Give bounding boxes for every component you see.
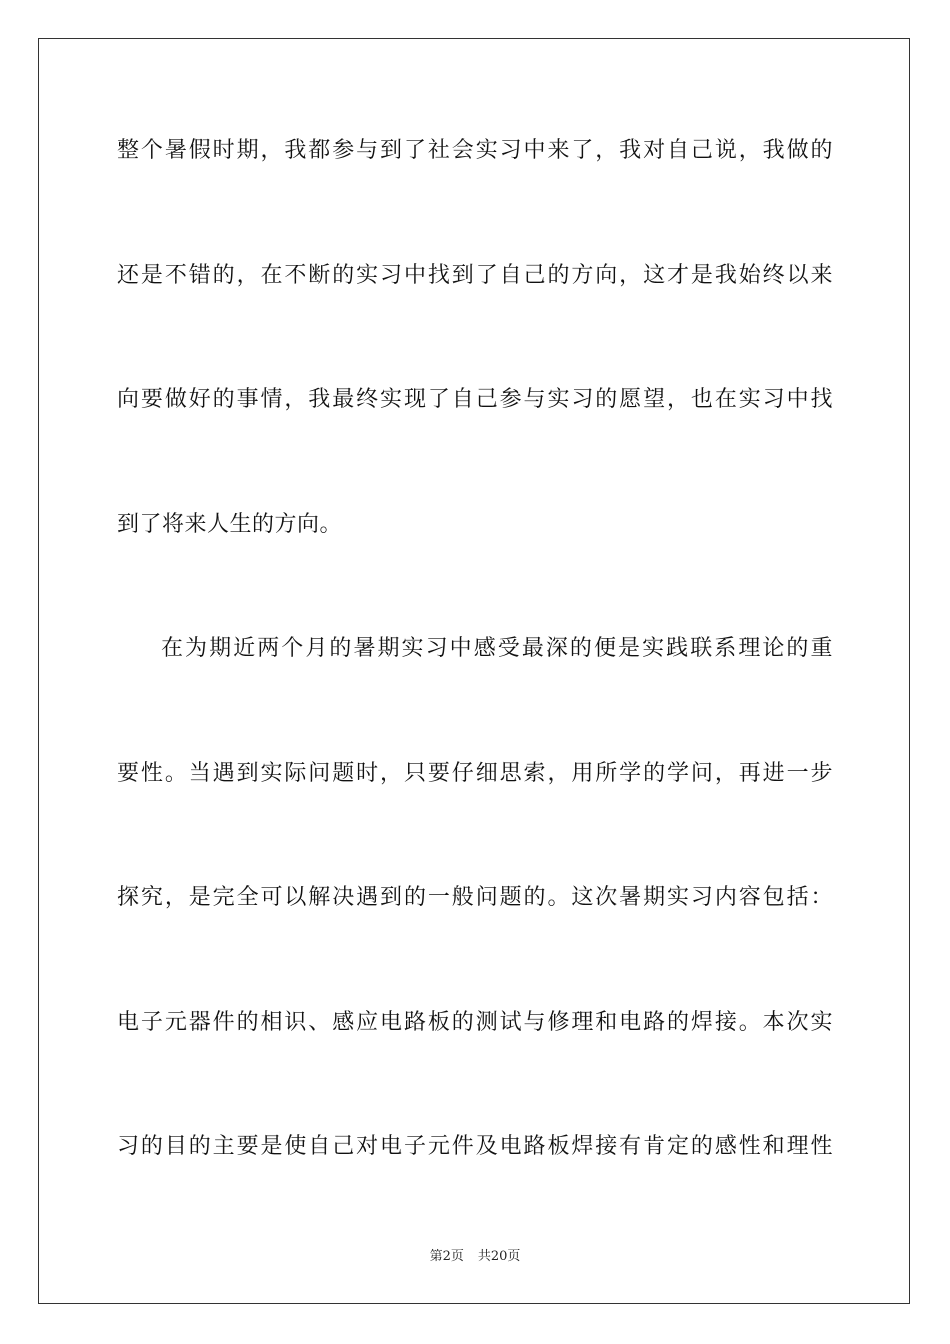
page-number-label: 第2页 — [429, 1249, 464, 1264]
page-footer — [0, 1248, 950, 1266]
paragraph-2-line-2: 要性。当遇到实际问题时，只要仔细思索，用所学的学问，再进一步 — [117, 761, 833, 786]
paragraph-1-line-1: 整个暑假时期，我都参与到了社会实习中来了，我对自己说，我做的 — [117, 138, 833, 163]
paragraph-2-line-3: 探究，是完全可以解决遇到的一般问题的。这次暑期实习内容包括： — [117, 885, 833, 910]
paragraph-1-line-2: 还是不错的，在不断的实习中找到了自己的方向，这才是我始终以来 — [117, 263, 833, 288]
paragraph-2-line-4: 电子元器件的相识、感应电路板的测试与修理和电路的焊接。本次实 — [117, 1010, 833, 1035]
paragraph-2-line-5: 习的目的主要是使自己对电子元件及电路板焊接有肯定的感性和理性 — [117, 1134, 833, 1159]
paragraph-1-line-3: 向要做好的事情，我最终实现了自己参与实习的愿望，也在实习中找 — [117, 387, 833, 412]
page-frame — [38, 38, 910, 1304]
total-pages-label: 共20页 — [477, 1249, 521, 1264]
paragraph-2-line-1: 在为期近两个月的暑期实习中感受最深的便是实践联系理论的重 — [161, 636, 833, 661]
paragraph-1-line-4: 到了将来人生的方向。 — [117, 512, 343, 537]
